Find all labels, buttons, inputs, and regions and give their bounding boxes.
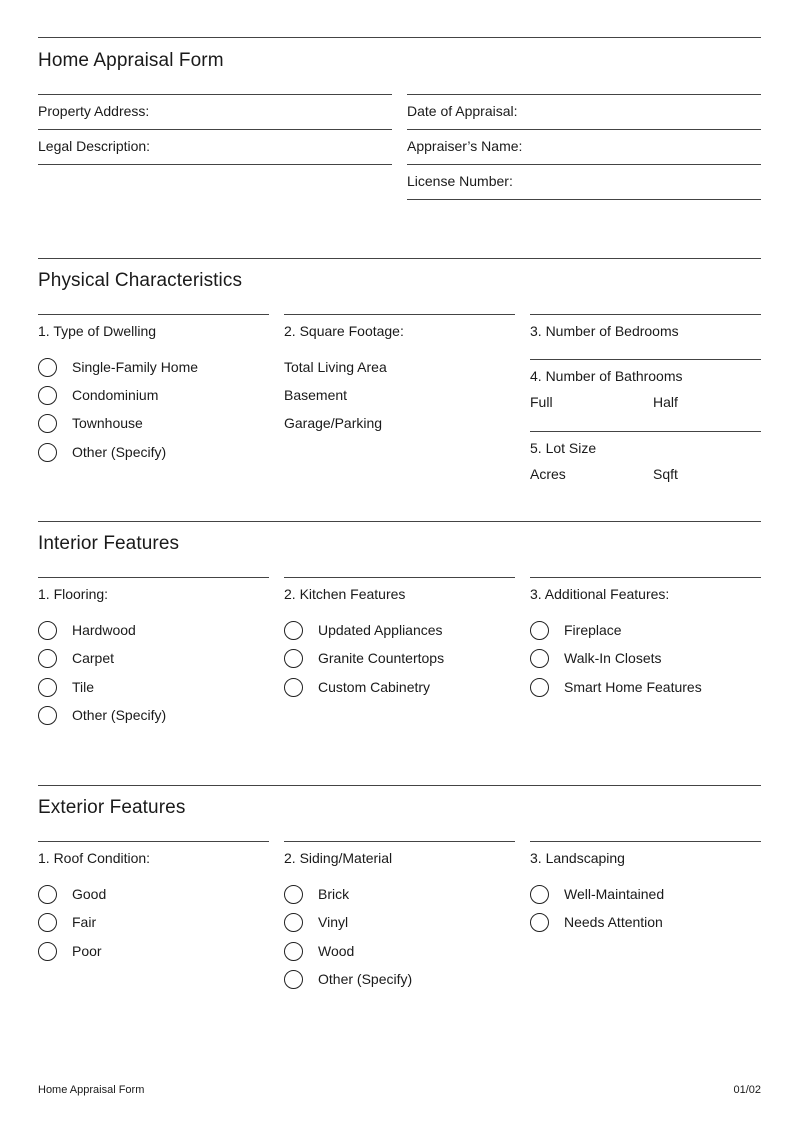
option-label: Other (Specify) bbox=[72, 707, 167, 723]
field-rule bbox=[407, 199, 761, 200]
additional-option[interactable] bbox=[530, 619, 622, 641]
bathrooms-half-field[interactable]: Half bbox=[653, 394, 678, 410]
radio-button[interactable] bbox=[284, 885, 303, 904]
radio-button[interactable] bbox=[284, 621, 303, 640]
flooring-option[interactable] bbox=[38, 647, 114, 669]
dwelling-heading: 1. Type of Dwelling bbox=[38, 323, 157, 339]
column-rule bbox=[38, 841, 269, 842]
exterior-section-title: Exterior Features bbox=[38, 797, 186, 818]
form-title: Home Appraisal Form bbox=[38, 50, 224, 71]
roof-option[interactable] bbox=[38, 883, 106, 905]
column-rule bbox=[38, 314, 269, 315]
siding-option[interactable] bbox=[284, 911, 348, 933]
option-label: Well-Maintained bbox=[564, 886, 665, 902]
option-label: Hardwood bbox=[72, 622, 136, 638]
column-rule bbox=[530, 431, 761, 432]
radio-button[interactable] bbox=[530, 621, 549, 640]
radio-button[interactable] bbox=[284, 678, 303, 697]
option-label: Other (Specify) bbox=[318, 971, 413, 987]
roof-option[interactable] bbox=[38, 940, 102, 962]
flooring-heading: 1. Flooring: bbox=[38, 586, 109, 602]
kitchen-option[interactable] bbox=[284, 676, 430, 698]
radio-button[interactable] bbox=[284, 942, 303, 961]
flooring-option[interactable] bbox=[38, 619, 136, 641]
siding-heading: 2. Siding/Material bbox=[284, 850, 393, 866]
top-rule bbox=[38, 37, 761, 38]
option-label: Wood bbox=[318, 943, 355, 959]
total-living-area-field[interactable]: Total Living Area bbox=[284, 359, 387, 375]
garage-parking-field[interactable]: Garage/Parking bbox=[284, 415, 383, 431]
field-rule bbox=[407, 94, 761, 95]
option-label: Brick bbox=[318, 886, 350, 902]
lot-acres-field[interactable]: Acres bbox=[530, 466, 566, 482]
column-rule bbox=[530, 841, 761, 842]
square-footage-heading: 2. Square Footage: bbox=[284, 323, 404, 339]
radio-button[interactable] bbox=[38, 649, 57, 668]
lot-size-heading: 5. Lot Size bbox=[530, 440, 597, 456]
radio-button[interactable] bbox=[530, 885, 549, 904]
section-rule bbox=[38, 521, 761, 522]
lot-sqft-field[interactable]: Sqft bbox=[653, 466, 678, 482]
option-label: Granite Countertops bbox=[318, 650, 445, 666]
column-rule bbox=[38, 577, 269, 578]
additional-features-heading: 3. Additional Features: bbox=[530, 586, 670, 602]
option-label: Walk-In Closets bbox=[564, 650, 662, 666]
radio-button[interactable] bbox=[38, 358, 57, 377]
radio-button[interactable] bbox=[38, 443, 57, 462]
field-rule bbox=[38, 94, 392, 95]
option-label: Condominium bbox=[72, 387, 159, 403]
flooring-option[interactable] bbox=[38, 676, 94, 698]
radio-button[interactable] bbox=[38, 942, 57, 961]
option-label: Tile bbox=[72, 679, 95, 695]
landscaping-option[interactable] bbox=[530, 911, 663, 933]
physical-section-title: Physical Characteristics bbox=[38, 270, 243, 291]
option-label: Poor bbox=[72, 943, 102, 959]
additional-option[interactable] bbox=[530, 676, 702, 698]
date-of-appraisal-field[interactable]: Date of Appraisal: bbox=[407, 103, 518, 119]
page-number: 01/02 bbox=[733, 1084, 761, 1096]
option-label: Carpet bbox=[72, 650, 115, 666]
kitchen-heading: 2. Kitchen Features bbox=[284, 586, 406, 602]
field-rule bbox=[38, 164, 392, 165]
property-address-field[interactable]: Property Address: bbox=[38, 103, 150, 119]
column-rule bbox=[530, 577, 761, 578]
dwelling-option[interactable] bbox=[38, 441, 166, 463]
siding-option[interactable] bbox=[284, 968, 412, 990]
radio-button[interactable] bbox=[284, 970, 303, 989]
bedrooms-heading[interactable]: 3. Number of Bedrooms bbox=[530, 323, 679, 339]
option-label: Custom Cabinetry bbox=[318, 679, 431, 695]
dwelling-option[interactable] bbox=[38, 356, 198, 378]
interior-section-title: Interior Features bbox=[38, 533, 180, 554]
radio-button[interactable] bbox=[38, 706, 57, 725]
radio-button[interactable] bbox=[284, 649, 303, 668]
section-rule bbox=[38, 258, 761, 259]
siding-option[interactable] bbox=[284, 883, 349, 905]
radio-button[interactable] bbox=[530, 913, 549, 932]
roof-heading: 1. Roof Condition: bbox=[38, 850, 151, 866]
siding-option[interactable] bbox=[284, 940, 354, 962]
option-label: Vinyl bbox=[318, 914, 349, 930]
column-rule bbox=[284, 314, 515, 315]
legal-description-field[interactable]: Legal Description: bbox=[38, 138, 151, 154]
flooring-option[interactable] bbox=[38, 704, 166, 726]
column-rule bbox=[284, 577, 515, 578]
bathrooms-heading: 4. Number of Bathrooms bbox=[530, 368, 683, 384]
column-rule bbox=[530, 359, 761, 360]
license-number-field[interactable]: License Number: bbox=[407, 173, 513, 189]
option-label: Updated Appliances bbox=[318, 622, 443, 638]
basement-field[interactable]: Basement bbox=[284, 387, 348, 403]
option-label: Fair bbox=[72, 914, 97, 930]
kitchen-option[interactable] bbox=[284, 647, 444, 669]
additional-option[interactable] bbox=[530, 647, 662, 669]
option-label: Fireplace bbox=[564, 622, 622, 638]
radio-button[interactable] bbox=[284, 913, 303, 932]
option-label: Smart Home Features bbox=[564, 679, 702, 695]
footer-title: Home Appraisal Form bbox=[38, 1084, 145, 1096]
field-rule bbox=[407, 164, 761, 165]
appraiser-name-field[interactable]: Appraiser’s Name: bbox=[407, 138, 523, 154]
radio-button[interactable] bbox=[38, 678, 57, 697]
field-rule bbox=[407, 129, 761, 130]
option-label: Townhouse bbox=[72, 415, 143, 431]
radio-button[interactable] bbox=[38, 386, 57, 405]
landscaping-heading: 3. Landscaping bbox=[530, 850, 625, 866]
column-rule bbox=[530, 314, 761, 315]
option-label: Other (Specify) bbox=[72, 444, 167, 460]
roof-option[interactable] bbox=[38, 911, 96, 933]
option-label: Single-Family Home bbox=[72, 359, 199, 375]
radio-button[interactable] bbox=[38, 414, 57, 433]
option-label: Good bbox=[72, 886, 107, 902]
column-rule bbox=[284, 841, 515, 842]
option-label: Needs Attention bbox=[564, 914, 663, 930]
dwelling-option[interactable] bbox=[38, 412, 143, 434]
bathrooms-full-field[interactable]: Full bbox=[530, 394, 553, 410]
radio-button[interactable] bbox=[530, 649, 549, 668]
radio-button[interactable] bbox=[530, 678, 549, 697]
radio-button[interactable] bbox=[38, 913, 57, 932]
radio-button[interactable] bbox=[38, 885, 57, 904]
dwelling-option[interactable] bbox=[38, 384, 158, 406]
kitchen-option[interactable] bbox=[284, 619, 443, 641]
field-rule bbox=[38, 129, 392, 130]
section-rule bbox=[38, 785, 761, 786]
radio-button[interactable] bbox=[38, 621, 57, 640]
landscaping-option[interactable] bbox=[530, 883, 664, 905]
